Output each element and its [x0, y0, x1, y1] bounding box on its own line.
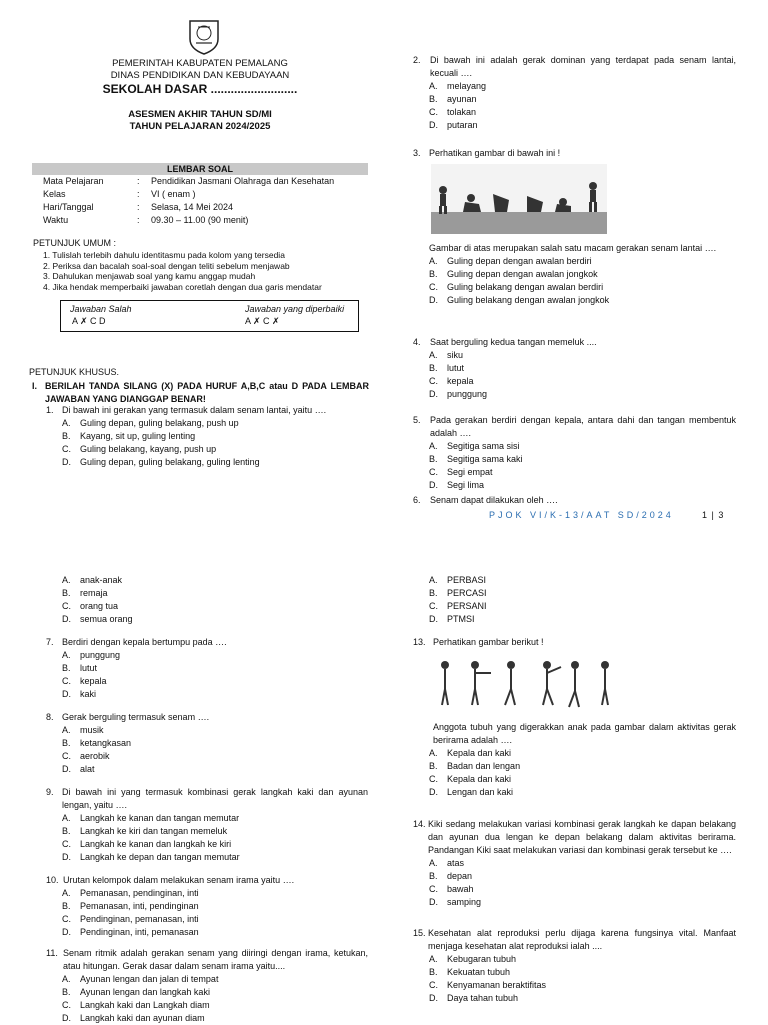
info-row — [43, 214, 368, 227]
question-13 — [413, 636, 736, 799]
option-item — [62, 913, 368, 926]
option-item — [429, 362, 736, 375]
question-options — [429, 255, 736, 307]
petunjuk-khusus-title: PETUNJUK KHUSUS. — [29, 367, 120, 377]
info-key: Hari/Tanggal — [43, 202, 94, 212]
question-text: Perhatikan gambar di bawah ini ! — [429, 148, 561, 158]
option-text: kepala — [447, 376, 474, 386]
question-options — [429, 857, 736, 909]
option-text: aerobik — [80, 751, 110, 761]
option-text: Guling belakang dengan awalan jongkok — [447, 295, 610, 305]
info-colon: : — [137, 215, 140, 225]
option-letter: D. — [429, 295, 438, 305]
option-text: Kepala dan kaki — [447, 774, 512, 784]
question-11 — [46, 947, 368, 1025]
option-item — [429, 119, 736, 132]
option-letter: D. — [62, 852, 71, 862]
option-item — [429, 773, 736, 786]
question-options — [429, 953, 736, 1005]
question-number: 11. — [46, 948, 58, 958]
question-text: Perhatikan gambar berikut ! — [433, 637, 544, 647]
option-text: alat — [80, 764, 95, 774]
option-text: Badan dan lengan — [447, 761, 521, 771]
question-options — [62, 973, 368, 1025]
question-7 — [46, 636, 368, 701]
option-item — [62, 973, 368, 986]
option-letter: D. — [62, 614, 71, 624]
question-number: 10. — [46, 875, 59, 885]
question-options — [62, 812, 368, 864]
petunjuk-item: 2. Periksa dan bacalah soal-soal dengan teliti sebelum menjawab — [43, 260, 290, 271]
option-text: Pendinginan, pemanasan, inti — [80, 914, 199, 924]
option-text: Guling depan, guling belakang, guling lenting — [80, 457, 260, 467]
rhythmic-figures-image — [435, 657, 615, 715]
option-letter: B. — [429, 454, 438, 464]
option-item — [429, 80, 736, 93]
option-letter: A. — [429, 441, 438, 451]
question-text-2: Anggota tubuh yang digerakkan anak pada gambar dalam aktivitas gerak berirama adalah …. — [433, 722, 736, 745]
option-item — [429, 992, 736, 1005]
option-letter: D. — [429, 993, 438, 1003]
option-item — [429, 281, 736, 294]
option-item — [62, 812, 368, 825]
option-text: lutut — [80, 663, 98, 673]
option-item — [62, 900, 368, 913]
school-name: SEKOLAH DASAR .......................... — [102, 82, 298, 96]
option-text: Kayang, sit up, guling lenting — [80, 431, 196, 441]
question-number: 3. — [413, 148, 421, 158]
option-text: Pemanasan, pendinginan, inti — [80, 888, 199, 898]
option-letter: A. — [429, 858, 438, 868]
option-item — [429, 966, 736, 979]
option-text: Pendinginan, inti, pemanasan — [80, 927, 199, 937]
option-text: depan — [447, 871, 473, 881]
option-text: Guling depan, guling belakang, push up — [80, 418, 239, 428]
question-options — [62, 724, 368, 776]
lembar-info — [43, 175, 368, 227]
jawaban-perbaiki-label: Jawaban yang diperbaiki — [245, 304, 345, 314]
option-item — [429, 349, 736, 362]
option-text: tolakan — [447, 107, 477, 117]
option-text: Langkah ke kanan dan tangan memutar — [80, 813, 240, 823]
option-item — [429, 613, 736, 626]
option-text: PTMSI — [447, 614, 475, 624]
question-options — [62, 417, 368, 469]
option-item — [62, 999, 368, 1012]
option-letter: D. — [429, 480, 438, 490]
option-item — [429, 760, 736, 773]
question-8 — [46, 711, 368, 776]
option-item — [62, 750, 368, 763]
option-text: Pemanasan, inti, pendinginan — [80, 901, 199, 911]
footer-code: PJOK VI/K-13/AAT SD/2024 — [489, 510, 674, 520]
question-text: Gerak berguling termasuk senam …. — [62, 712, 210, 722]
petunjuk-item: 3. Dahulukan menjawab soal yang kamu anggap mudah — [43, 271, 256, 281]
option-letter: C. — [429, 980, 438, 990]
question-14 — [413, 818, 736, 909]
option-text: PERBASI — [447, 575, 487, 585]
option-text: Segi lima — [447, 480, 485, 490]
option-letter: A. — [62, 650, 71, 660]
option-text: PERSANI — [447, 601, 487, 611]
question-number: 14. — [413, 819, 426, 829]
jawaban-example-box — [60, 300, 359, 332]
option-letter: D. — [62, 764, 71, 774]
option-letter: C. — [429, 282, 438, 292]
option-letter: A. — [429, 748, 438, 758]
question-options — [429, 349, 736, 401]
instruction-text: BERILAH TANDA SILANG (X) PADA HURUF A,B,C atau D PADA LEMBAR JAWABAN YANG DIANGGAP BENAR! — [45, 381, 369, 404]
option-text: remaja — [80, 588, 108, 598]
question-number: 8. — [46, 712, 54, 722]
option-letter: A. — [62, 575, 71, 585]
option-item — [429, 979, 736, 992]
question-number: 1. — [46, 405, 54, 415]
option-letter: A. — [429, 256, 438, 266]
info-colon: : — [137, 189, 140, 199]
option-text: Kepala dan kaki — [447, 748, 512, 758]
option-item — [429, 574, 736, 587]
rolling-figure-image — [431, 164, 607, 234]
option-item — [62, 649, 368, 662]
info-key: Mata Pelajaran — [43, 176, 104, 186]
question-6 — [413, 494, 736, 507]
option-letter: C. — [429, 884, 438, 894]
option-letter: C. — [62, 751, 71, 761]
jawaban-salah-options: A ✗ C D — [72, 316, 106, 326]
option-text: Lengan dan kaki — [447, 787, 514, 797]
exam-title: ASESMEN AKHIR TAHUN SD/MI — [128, 109, 272, 120]
option-letter: B. — [62, 588, 71, 598]
option-letter: B. — [429, 269, 438, 279]
option-text: musik — [80, 725, 104, 735]
option-letter: D. — [429, 120, 438, 130]
option-letter: D. — [429, 897, 438, 907]
question-12-options — [413, 574, 736, 626]
option-item — [429, 106, 736, 119]
question-text: Senam ritmik adalah gerakan senam yang diiringi dengan irama, ketukan, atau hitungan. Gerak dasar dalam senam irama yaitu.... — [63, 948, 368, 971]
exam-year: TAHUN PELAJARAN 2024/2025 — [129, 121, 271, 132]
question-options — [429, 440, 736, 492]
option-letter: B. — [62, 431, 71, 441]
question-number: 4. — [413, 337, 421, 347]
option-text: punggung — [447, 389, 488, 399]
question-text: Kiki sedang melakukan variasi kombinasi gerak langkah ke dapan belakang dan ayunan dua lengan ke depan belakang dalam aktivitas berirama. Pandangan Kiki saat melakukan variasi dan kombinasi gerak tersebut ke …. — [428, 819, 736, 855]
info-key: Kelas — [43, 189, 66, 199]
option-text: samping — [447, 897, 482, 907]
info-row — [43, 188, 368, 201]
option-item — [429, 587, 736, 600]
option-item — [62, 851, 368, 864]
option-letter: A. — [62, 725, 71, 735]
option-item — [62, 688, 368, 701]
option-item — [429, 883, 736, 896]
question-text: Kesehatan alat reproduksi perlu dijaga karena fungsinya vital. Manfaat menjaga kesehatan alat reproduksi ialah .... — [428, 928, 736, 951]
question-number: 5. — [413, 415, 421, 425]
question-options — [62, 649, 368, 701]
option-letter: B. — [429, 94, 438, 104]
question-3 — [413, 147, 736, 307]
option-text: putaran — [447, 120, 478, 130]
petunjuk-item: 1. Tulislah terlebih dahulu identitasmu pada kolom yang tersedia — [43, 250, 285, 260]
option-letter: B. — [62, 738, 71, 748]
option-letter: C. — [62, 839, 71, 849]
option-letter: D. — [62, 1013, 71, 1023]
petunjuk-item: 4. Jika hendak memperbaiki jawaban coretlah dengan dua garis mendatar — [43, 281, 322, 292]
option-text: Segitiga sama sisi — [447, 441, 520, 451]
school-logo — [186, 15, 222, 55]
question-text-2: Gambar di atas merupakan salah satu macam gerakan senam lantai …. — [429, 243, 717, 253]
option-item — [429, 294, 736, 307]
option-letter: B. — [429, 967, 438, 977]
info-value: 09.30 – 11.00 (90 menit) — [151, 215, 249, 225]
question-text: Pada gerakan berdiri dengan kepala, antara dahi dan tangan membentuk adalah …. — [430, 415, 736, 438]
question-1 — [46, 404, 368, 469]
option-item — [429, 479, 736, 492]
option-letter: C. — [62, 676, 71, 686]
option-text: Ayunan lengan dan langkah kaki — [80, 987, 210, 997]
option-text: orang tua — [80, 601, 119, 611]
question-number: 13. — [413, 637, 426, 647]
info-value: Selasa, 14 Mei 2024 — [151, 202, 234, 212]
gov-name: PEMERINTAH KABUPATEN PEMALANG — [112, 58, 288, 69]
question-5 — [413, 414, 736, 492]
option-letter: C. — [429, 107, 438, 117]
option-letter: D. — [62, 927, 71, 937]
option-letter: A. — [62, 418, 71, 428]
option-item — [62, 986, 368, 999]
option-letter: A. — [62, 813, 71, 823]
option-text: Segitiga sama kaki — [447, 454, 523, 464]
option-text: ayunan — [447, 94, 477, 104]
info-value: VI ( enam ) — [151, 189, 196, 199]
option-letter: A. — [62, 888, 71, 898]
lembar-soal-title: LEMBAR SOAL — [32, 163, 368, 175]
option-item — [62, 600, 368, 613]
option-letter: C. — [429, 774, 438, 784]
option-item — [62, 887, 368, 900]
option-item — [429, 896, 736, 909]
info-row — [43, 175, 368, 188]
option-item — [429, 255, 736, 268]
option-text: Kekuatan tubuh — [447, 967, 511, 977]
option-letter: B. — [429, 871, 438, 881]
option-letter: C. — [62, 1000, 71, 1010]
option-text: atas — [447, 858, 465, 868]
question-text: Saat berguling kedua tangan memeluk .... — [430, 337, 597, 347]
option-item — [429, 388, 736, 401]
option-item — [62, 724, 368, 737]
option-letter: C. — [62, 601, 71, 611]
info-row — [43, 201, 368, 214]
option-item — [62, 675, 368, 688]
option-text: bawah — [447, 884, 474, 894]
option-text: punggung — [80, 650, 121, 660]
option-item — [429, 453, 736, 466]
option-text: Langkah kaki dan ayunan diam — [80, 1013, 205, 1023]
petunjuk-umum-title: PETUNJUK UMUM : — [33, 238, 116, 248]
jawaban-perbaiki-options: A ✗ C ✗ — [245, 316, 280, 326]
option-item — [62, 825, 368, 838]
instruction-number: I. — [32, 381, 38, 391]
option-item — [62, 1012, 368, 1025]
option-text: Guling depan dengan awalan berdiri — [447, 256, 592, 266]
option-text: anak-anak — [80, 575, 123, 585]
question-text: Di bawah ini gerakan yang termasuk dalam senam lantai, yaitu …. — [62, 405, 327, 415]
option-text: PERCASI — [447, 588, 487, 598]
option-item — [429, 440, 736, 453]
option-item — [429, 268, 736, 281]
question-number: 6. — [413, 495, 421, 505]
question-text: Senam dapat dilakukan oleh …. — [430, 495, 558, 505]
question-text: Di bawah ini adalah gerak dominan yang terdapat pada senam lantai, kecuali …. — [430, 55, 736, 78]
option-item — [62, 456, 368, 469]
question-number: 9. — [46, 787, 54, 797]
option-letter: A. — [62, 974, 71, 984]
question-6-options — [46, 574, 368, 626]
option-text: Ayunan lengan dan jalan di tempat — [80, 974, 219, 984]
option-text: kaki — [80, 689, 97, 699]
option-item — [429, 747, 736, 760]
option-text: kepala — [80, 676, 107, 686]
option-text: Langkah ke kiri dan tangan memeluk — [80, 826, 228, 836]
option-item — [62, 737, 368, 750]
option-text: Segi empat — [447, 467, 493, 477]
info-colon: : — [137, 176, 140, 186]
question-9 — [46, 786, 368, 864]
question-text: Di bawah ini yang termasuk kombinasi gerak langkah kaki dan ayunan lengan, yaitu …. — [62, 787, 368, 810]
question-2 — [413, 54, 736, 132]
option-letter: B. — [429, 588, 438, 598]
page-number: 1 | 3 — [702, 510, 725, 520]
option-letter: C. — [62, 444, 71, 454]
option-letter: B. — [62, 901, 71, 911]
option-letter: B. — [62, 663, 71, 673]
option-item — [429, 786, 736, 799]
option-text: Kenyamanan beraktifitas — [447, 980, 547, 990]
option-letter: B. — [429, 761, 438, 771]
option-text: Guling depan dengan awalan jongkok — [447, 269, 598, 279]
info-colon: : — [137, 202, 140, 212]
question-options — [62, 887, 368, 939]
question-number: 15. — [413, 928, 426, 938]
option-item — [429, 953, 736, 966]
question-text: Urutan kelompok dalam melakukan senam irama yaitu …. — [63, 875, 295, 885]
option-item — [429, 600, 736, 613]
option-letter: B. — [62, 987, 71, 997]
option-letter: D. — [62, 457, 71, 467]
option-text: semua orang — [80, 614, 133, 624]
option-item — [429, 870, 736, 883]
option-letter: D. — [429, 389, 438, 399]
info-key: Waktu — [43, 215, 69, 225]
option-letter: A. — [429, 81, 438, 91]
question-options — [429, 747, 736, 799]
info-value: Pendidikan Jasmani Olahraga dan Kesehatan — [151, 176, 335, 186]
petunjuk-umum-list — [43, 250, 373, 292]
question-text: Berdiri dengan kepala bertumpu pada …. — [62, 637, 227, 647]
option-item — [62, 838, 368, 851]
option-text: Langkah ke kanan dan langkah ke kiri — [80, 839, 232, 849]
option-item — [62, 587, 368, 600]
option-item — [62, 574, 368, 587]
option-letter: D. — [62, 689, 71, 699]
option-item — [62, 613, 368, 626]
option-item — [62, 417, 368, 430]
question-number: 2. — [413, 55, 421, 65]
option-item — [62, 430, 368, 443]
option-item — [62, 926, 368, 939]
option-item — [429, 857, 736, 870]
option-letter: A. — [429, 954, 438, 964]
question-4 — [413, 336, 736, 401]
option-item — [62, 763, 368, 776]
option-letter: C. — [429, 467, 438, 477]
option-letter: A. — [429, 350, 438, 360]
option-letter: B. — [429, 363, 438, 373]
option-item — [62, 443, 368, 456]
option-text: ketangkasan — [80, 738, 132, 748]
option-letter: B. — [62, 826, 71, 836]
option-text: Guling belakang, kayang, push up — [80, 444, 217, 454]
option-letter: A. — [429, 575, 438, 585]
option-text: Langkah kaki dan Langkah diam — [80, 1000, 210, 1010]
option-letter: D. — [429, 787, 438, 797]
option-text: melayang — [447, 81, 487, 91]
option-letter: C. — [429, 376, 438, 386]
option-text: Kebugaran tubuh — [447, 954, 517, 964]
jawaban-salah-label: Jawaban Salah — [70, 304, 132, 314]
question-options — [429, 80, 736, 132]
option-item — [429, 466, 736, 479]
question-15 — [413, 927, 736, 1005]
option-item — [429, 375, 736, 388]
option-text: Langkah ke depan dan tangan memutar — [80, 852, 240, 862]
question-10 — [46, 874, 368, 939]
option-item — [62, 662, 368, 675]
question-number: 7. — [46, 637, 54, 647]
option-text: lutut — [447, 363, 465, 373]
option-text: siku — [447, 350, 464, 360]
option-text: Daya tahan tubuh — [447, 993, 519, 1003]
option-letter: D. — [429, 614, 438, 624]
option-letter: C. — [429, 601, 438, 611]
option-item — [429, 93, 736, 106]
option-letter: C. — [62, 914, 71, 924]
dept-name: DINAS PENDIDIKAN DAN KEBUDAYAAN — [110, 70, 290, 81]
option-text: Guling belakang dengan awalan berdiri — [447, 282, 604, 292]
